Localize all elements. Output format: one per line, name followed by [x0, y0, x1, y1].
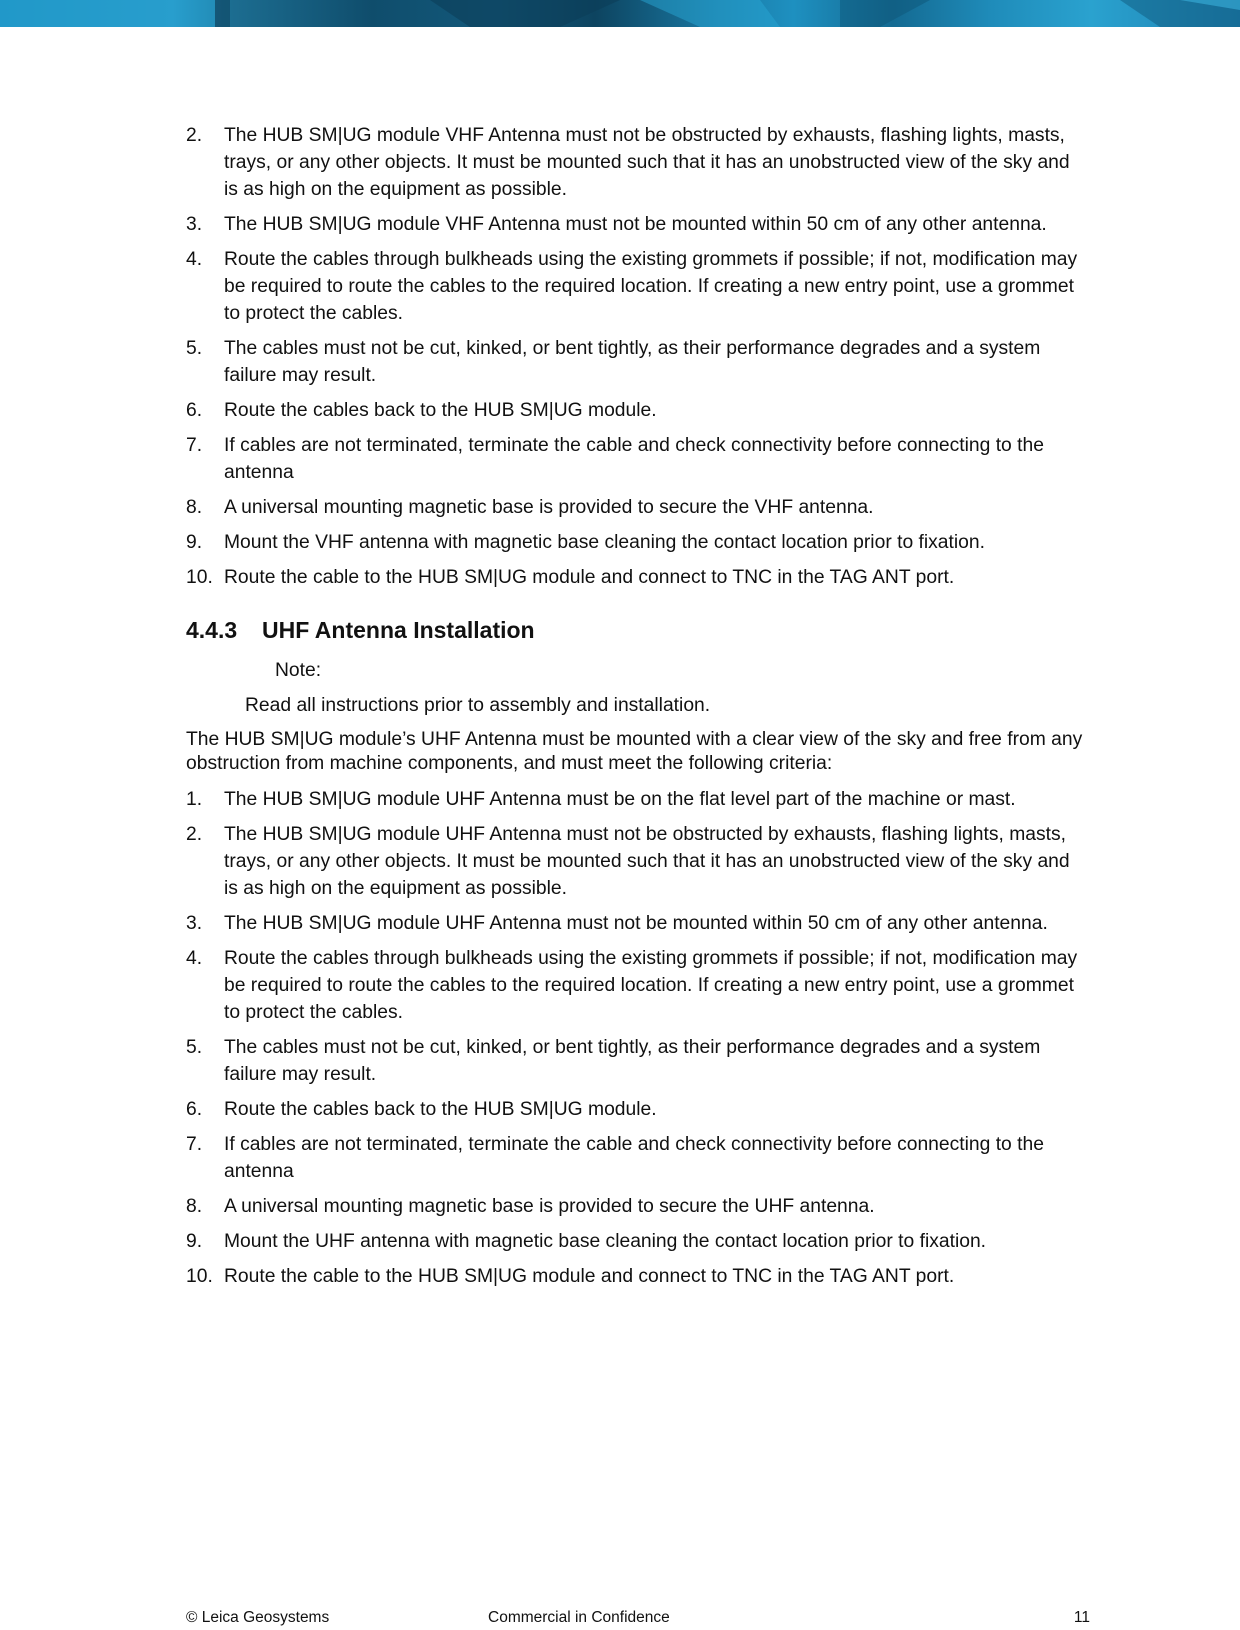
list-item: [186, 335, 1086, 389]
list-item: [186, 1034, 1086, 1088]
list-item: [186, 432, 1086, 486]
list-item-number: 3.: [186, 214, 203, 235]
list-item-number: 1.: [186, 789, 203, 810]
section-title: UHF Antenna Installation: [262, 617, 535, 643]
list-item-number: 10.: [186, 567, 213, 588]
footer-copyright: © Leica Geosystems: [186, 1609, 330, 1626]
list-item: [186, 211, 1086, 238]
list-item-text: If cables are not terminated, terminate the cable and check connectivity before connecting to the antenna: [224, 435, 1044, 483]
list-item: [186, 529, 1086, 556]
uhf-steps-list: [186, 786, 1086, 1290]
list-item-text: A universal mounting magnetic base is provided to secure the VHF antenna.: [224, 497, 874, 518]
list-item: [186, 1193, 1086, 1220]
list-item-number: 2.: [186, 125, 203, 146]
list-item-text: The cables must not be cut, kinked, or bent tightly, as their performance degrades and a system failure may result.: [224, 1037, 1041, 1085]
vhf-steps-list: [186, 122, 1086, 591]
section-heading: [186, 615, 1086, 645]
page-footer: [186, 1608, 1090, 1628]
list-item: [186, 945, 1086, 1026]
list-item-number: 8.: [186, 497, 203, 518]
list-item-text: Route the cable to the HUB SM|UG module and connect to TNC in the TAG ANT port.: [224, 1266, 955, 1287]
list-item: [186, 1096, 1086, 1123]
list-item-number: 7.: [186, 1134, 203, 1155]
list-item-number: 10.: [186, 1266, 213, 1287]
list-item-number: 3.: [186, 913, 203, 934]
list-item-text: Mount the UHF antenna with magnetic base cleaning the contact location prior to fixation.: [224, 1231, 987, 1252]
list-item-text: Mount the VHF antenna with magnetic base cleaning the contact location prior to fixation.: [224, 532, 985, 553]
list-item-text: Route the cables back to the HUB SM|UG module.: [224, 400, 657, 421]
list-item-text: A universal mounting magnetic base is provided to secure the UHF antenna.: [224, 1196, 875, 1217]
list-item-text: The HUB SM|UG module VHF Antenna must not be mounted within 50 cm of any other antenna.: [224, 214, 1047, 235]
list-item-text: Route the cable to the HUB SM|UG module and connect to TNC in the TAG ANT port.: [224, 567, 955, 588]
list-item-text: If cables are not terminated, terminate the cable and check connectivity before connecting to the antenna: [224, 1134, 1044, 1182]
list-item: [186, 786, 1086, 813]
list-item-text: The HUB SM|UG module UHF Antenna must not be mounted within 50 cm of any other antenna.: [224, 913, 1048, 934]
list-item: [186, 494, 1086, 521]
list-item-number: 5.: [186, 338, 203, 359]
list-item-text: The HUB SM|UG module UHF Antenna must be on the flat level part of the machine or mast.: [224, 789, 1016, 810]
list-item: [186, 1131, 1086, 1185]
page-content: [186, 122, 1086, 1298]
list-item-number: 7.: [186, 435, 203, 456]
list-item-number: 9.: [186, 532, 203, 553]
list-item-text: The cables must not be cut, kinked, or bent tightly, as their performance degrades and a system failure may result.: [224, 338, 1041, 386]
footer-classification: Commercial in Confidence: [488, 1609, 670, 1626]
section-number: 4.4.3: [186, 617, 238, 643]
note-text: Read all instructions prior to assembly and installation.: [245, 695, 711, 716]
list-item: [186, 910, 1086, 937]
list-item-number: 6.: [186, 400, 203, 421]
banner-graphic: [0, 0, 1240, 27]
list-item-number: 5.: [186, 1037, 203, 1058]
list-item-text: The HUB SM|UG module UHF Antenna must not be obstructed by exhausts, flashing lights, masts, trays, or any other objects. It must be mounted such that it has an unobstructed view of the sky and is as high on the equipment as possible.: [224, 824, 1070, 899]
list-item-number: 9.: [186, 1231, 203, 1252]
list-item: [186, 564, 1086, 591]
note-label: Note:: [275, 660, 322, 681]
list-item: [186, 122, 1086, 203]
footer-page-number: 11: [1073, 1609, 1090, 1626]
list-item-number: 6.: [186, 1099, 203, 1120]
list-item-number: 4.: [186, 948, 203, 969]
list-item-text: Route the cables through bulkheads using the existing grommets if possible; if not, modification may be required to route the cables to the required location. If creating a new entry point, use a grommet to protect the cables.: [224, 948, 1078, 1023]
section-intro: The HUB SM|UG module’s UHF Antenna must be mounted with a clear view of the sky and free from any obstruction from machine components, and must meet the following criteria:: [186, 729, 1083, 774]
list-item: [186, 1228, 1086, 1255]
list-item-text: Route the cables back to the HUB SM|UG module.: [224, 1099, 657, 1120]
header-banner: [0, 0, 1240, 27]
list-item-number: 4.: [186, 249, 203, 270]
list-item: [186, 1263, 1086, 1290]
list-item: [186, 821, 1086, 902]
list-item: [186, 246, 1086, 327]
list-item-number: 8.: [186, 1196, 203, 1217]
list-item-number: 2.: [186, 824, 203, 845]
list-item: [186, 397, 1086, 424]
list-item-text: The HUB SM|UG module VHF Antenna must not be obstructed by exhausts, flashing lights, masts, trays, or any other objects. It must be mounted such that it has an unobstructed view of the sky and is as high on the equipment as possible.: [224, 125, 1070, 200]
list-item-text: Route the cables through bulkheads using the existing grommets if possible; if not, modification may be required to route the cables to the required location. If creating a new entry point, use a grommet to protect the cables.: [224, 249, 1078, 324]
